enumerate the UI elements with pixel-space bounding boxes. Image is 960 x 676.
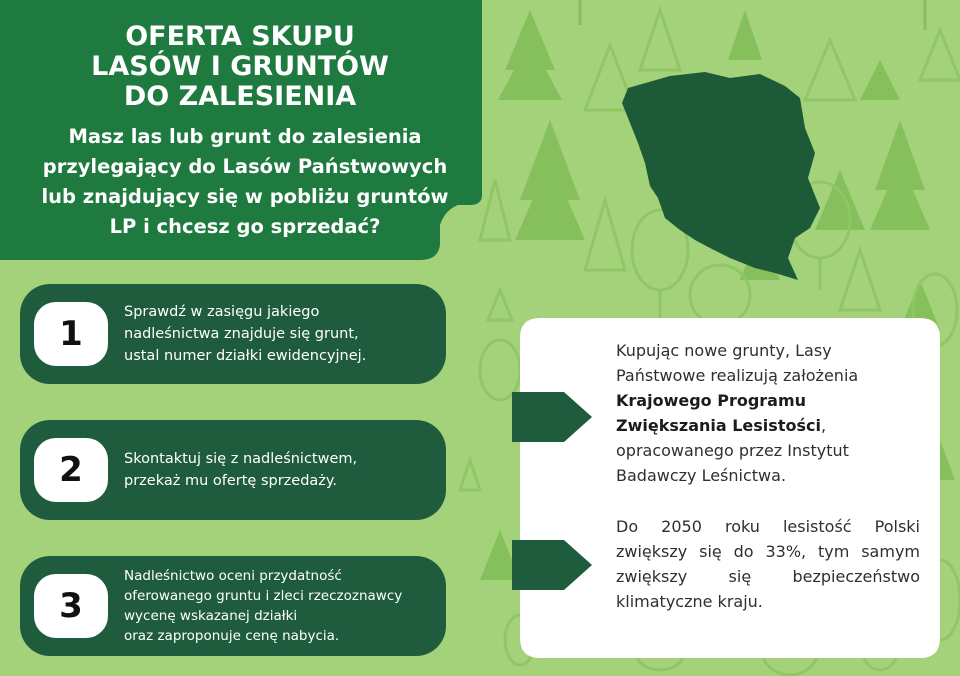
page-subtitle: Masz las lub grunt do zalesienia przylegający do Lasów Państwowych lub znajdujący się w pobliżu gruntów LP i chcesz go sprzedać? (41, 125, 449, 238)
info-card (520, 318, 940, 658)
step-3-number: 3 (34, 574, 108, 638)
step-1-card (20, 284, 446, 384)
step-2-card (20, 420, 446, 520)
step-2-number: 2 (34, 438, 108, 502)
step-1-number: 1 (34, 302, 108, 366)
step-2-text: Skontaktuj się z nadleśnictwem, przekaż mu ofertę sprzedaży. (124, 451, 358, 489)
step-3-card (20, 556, 446, 656)
step-3-text: Nadleśnictwo oceni przydatność oferowanego gruntu i zleci rzeczoznawcy wycenę wskazanej działki oraz zaproponuje cenę nabycia. (124, 568, 403, 644)
info-paragraph-2: Do 2050 roku lesistość Polski zwiększy się do 33%, tym samym zwiększy się bezpieczeństwo klimatyczne kraju. (616, 517, 920, 611)
page-title: OFERTA SKUPU LASÓW I GRUNTÓW DO ZALESIENIA (91, 21, 389, 112)
step-1-text: Sprawdź w zasięgu jakiego nadleśnictwa znajduje się grunt, ustal numer działki ewidencyjnej. (124, 304, 367, 364)
info-paragraph-1: Kupując nowe grunty, Lasy Państwowe realizują założenia Krajowego Programu Zwiększania Lesistości, opracowanego przez Instytut Badawczy Leśnictwa. (616, 341, 859, 485)
poland-map-icon (610, 68, 840, 288)
arrow-icon-2 (512, 540, 592, 590)
header-banner (0, 0, 482, 262)
arrow-icon-1 (512, 392, 592, 442)
